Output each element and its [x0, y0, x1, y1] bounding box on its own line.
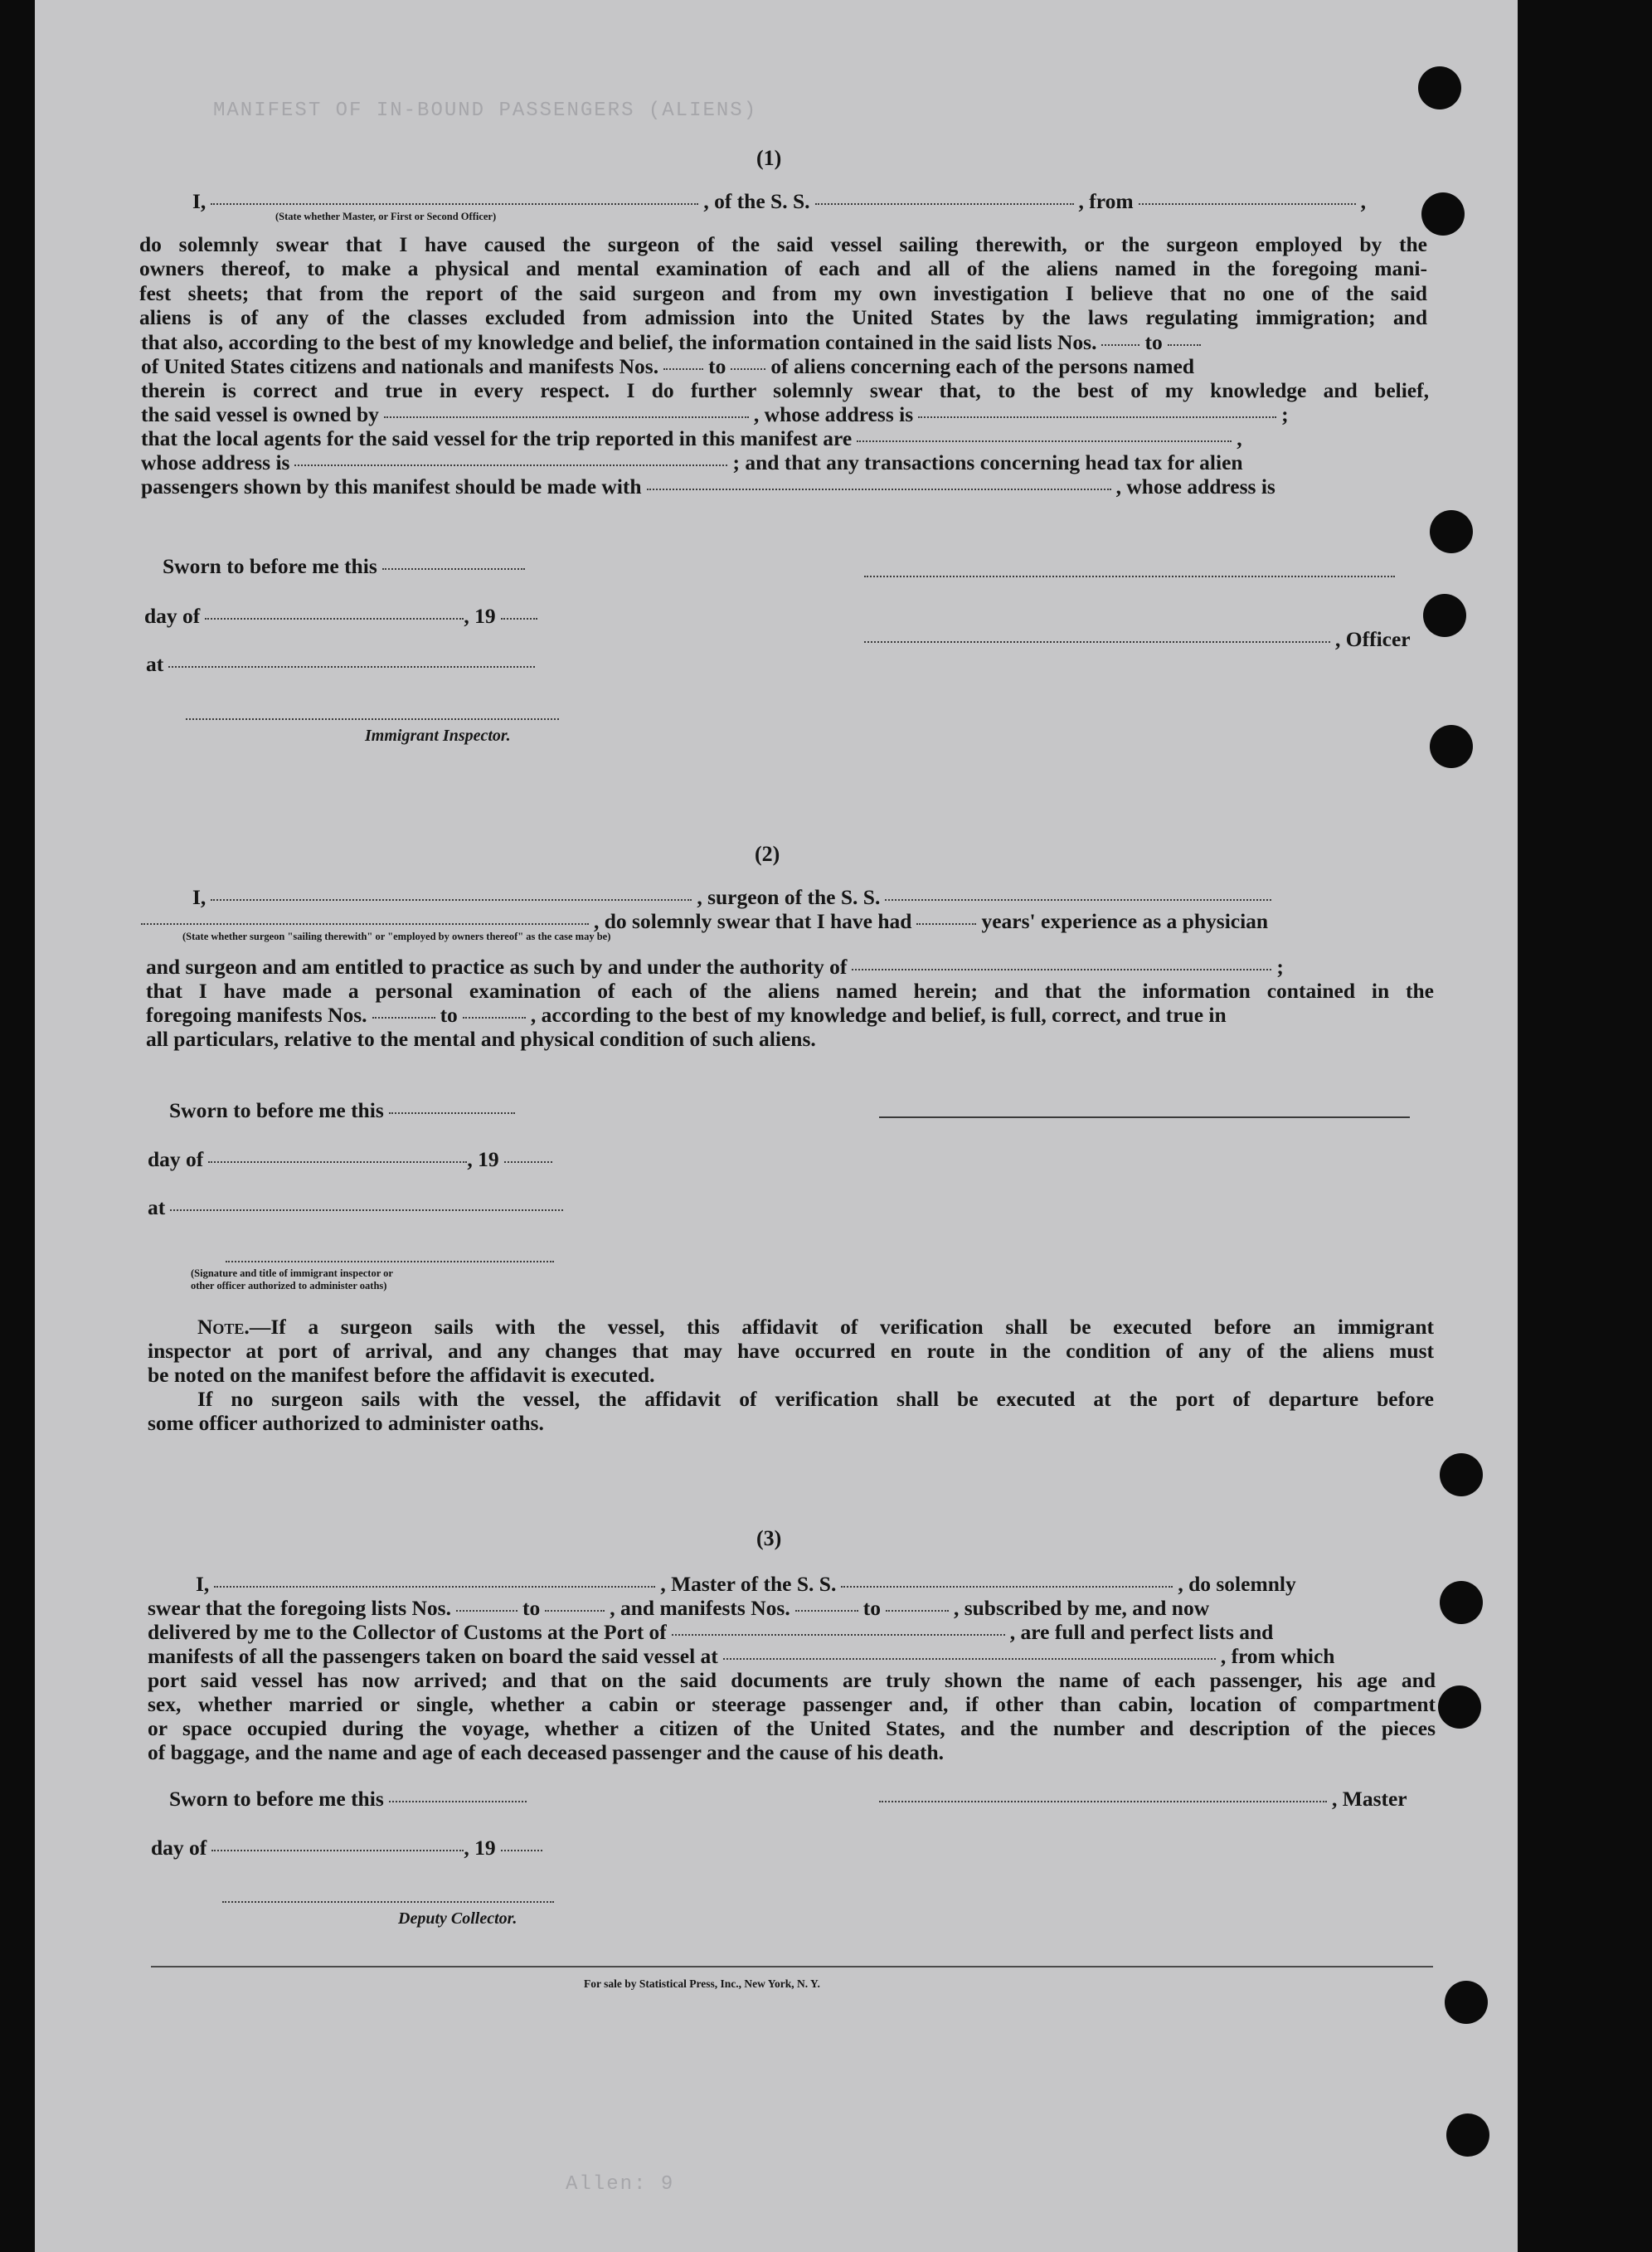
section-2-number: (2) [755, 842, 780, 866]
s2-note-line-2: inspector at port of arrival, and any changes that may have occurred en route in the condition of any of the aliens must [148, 1339, 1434, 1363]
punch-hole [1421, 192, 1465, 236]
s1-signature-line [864, 576, 1395, 577]
s1-line-therein: therein is correct and true in every respect. I do further solemnly swear that, to the best of my knowledge and belief, [141, 378, 1429, 402]
s1-inspector-line [186, 718, 559, 720]
s2-note-line-5: some officer authorized to administer oaths. [148, 1411, 544, 1435]
punch-hole [1423, 594, 1466, 637]
punch-hole [1440, 1453, 1483, 1496]
s1-line-lists: that also, according to the best of my knowledge and belief, the information contained in the said lists Nos. to [141, 330, 1206, 355]
s2-line6: all particulars, relative to the mental and physical condition of such aliens. [146, 1027, 816, 1051]
punch-hole [1438, 1685, 1481, 1729]
s2-sig-note-2: other officer authorized to administer oaths) [191, 1280, 387, 1291]
s1-line-passengers: passengers shown by this manifest should be made with , whose address is [141, 474, 1275, 499]
s1-line1: I, , of the S. S. , from , [192, 189, 1367, 213]
s2-line2: , do solemnly swear that I have had years' experience as a physician [141, 909, 1268, 934]
s3-day-of: day of , 19 [151, 1836, 547, 1860]
s2-at: at [148, 1195, 568, 1220]
s2-line3: and surgeon and am entitled to practice as such by and under the authority of ; [146, 955, 1284, 979]
s3-line1: I, , Master of the S. S. , do solemnly [196, 1572, 1296, 1596]
s2-note-line-4: If no surgeon sails with the vessel, the affidavit of verification shall be executed at the port of departure before [197, 1387, 1434, 1411]
s1-at: at [146, 652, 540, 677]
s1-inspector-label: Immigrant Inspector. [365, 727, 511, 745]
s3-line6: sex, whether married or single, whether a cabin or steerage passenger and, if other than cabin, location of compartment [148, 1692, 1436, 1716]
s3-line7: or space occupied during the voyage, whether a citizen of the United States, and the number and description of the pieces [148, 1716, 1436, 1740]
s1-line-agents: that the local agents for the said vessel for the trip reported in this manifest are , [141, 426, 1242, 450]
punch-hole [1440, 1581, 1483, 1624]
s3-line2: swear that the foregoing lists Nos. to , and manifests Nos. to , subscribed by me, and now [148, 1596, 1210, 1620]
s2-signature-line [879, 1116, 1410, 1118]
s3-collector-label: Deputy Collector. [398, 1909, 517, 1928]
s3-sworn: Sworn to before me this [169, 1787, 532, 1812]
s2-line5: foregoing manifests Nos. to , according to the best of my knowledge and belief, is full, correct, and true in [146, 1003, 1227, 1027]
punch-hole [1430, 725, 1473, 768]
punch-hole [1446, 2113, 1489, 2157]
s2-note-line-1: Note.—If a surgeon sails with the vessel, this affidavit of verification shall be executed before an immigrant [197, 1315, 1434, 1339]
manifest-reverse-page [35, 0, 1518, 2252]
punch-hole [1418, 66, 1461, 109]
s3-master: , Master [879, 1787, 1407, 1812]
section-1-number: (1) [756, 146, 782, 170]
s1-sworn: Sworn to before me this [163, 554, 530, 579]
s3-line3: delivered by me to the Collector of Customs at the Port of , are full and perfect lists and [148, 1620, 1274, 1644]
s2-line4: that I have made a personal examination of each of the aliens named herein; and that the information contained in the [146, 979, 1434, 1003]
s1-line-citizens: of United States citizens and nationals and manifests Nos. to of aliens concerning each of the persons named [141, 354, 1195, 378]
s1-state-note: (State whether Master, or First or Second Officer) [275, 211, 497, 222]
s2-note-line-3: be noted on the manifest before the affidavit is executed. [148, 1363, 655, 1387]
s1-officer: , Officer [864, 627, 1411, 652]
s2-day-of: day of , 19 [148, 1147, 557, 1172]
s1-body: do solemnly swear that I have caused the surgeon of the said vessel sailing therewith, or the surgeon employed by the owners thereof, to make a physical and mental examination of each and all of the aliens named in the foregoing mani- fest sheets; that from the report of the said surgeon and from my own investigation I believe that no one of the said aliens is of any of the classes excluded from admission into the United States by the laws regulating immigration; and [139, 232, 1427, 329]
s2-sig-line [226, 1261, 554, 1262]
footer-imprint: For sale by Statistical Press, Inc., New York, N. Y. [584, 1977, 820, 1990]
bleed-through-stamp: Allen: 9 [566, 2173, 675, 2196]
s2-state-note: (State whether surgeon "sailing therewith" or "employed by owners thereof" as the case may be) [182, 931, 611, 942]
punch-hole [1430, 510, 1473, 553]
s2-sworn: Sworn to before me this [169, 1098, 520, 1123]
note-label: Note. [197, 1315, 250, 1339]
s2-sig-note-1: (Signature and title of immigrant inspector or [191, 1267, 393, 1279]
bleed-through-header: MANIFEST OF IN-BOUND PASSENGERS (ALIENS) [213, 100, 758, 122]
s1-day-of: day of , 19 [144, 604, 542, 629]
s1-line-owned: the said vessel is owned by , whose address is ; [141, 402, 1289, 426]
s3-line5: port said vessel has now arrived; and that on the said documents are truly shown the name of each passenger, his age and [148, 1668, 1436, 1692]
footer-rule [151, 1966, 1433, 1967]
s3-collector-line [222, 1901, 554, 1903]
s3-line8: of baggage, and the name and age of each deceased passenger and the cause of his death. [148, 1740, 945, 1764]
s3-line4: manifests of all the passengers taken on board the said vessel at , from which [148, 1644, 1335, 1668]
punch-hole [1445, 1981, 1488, 2024]
s2-line1: I, , surgeon of the S. S. [192, 885, 1276, 910]
section-3-number: (3) [756, 1526, 782, 1550]
s1-line-whose: whose address is ; and that any transactions concerning head tax for alien [141, 450, 1243, 474]
